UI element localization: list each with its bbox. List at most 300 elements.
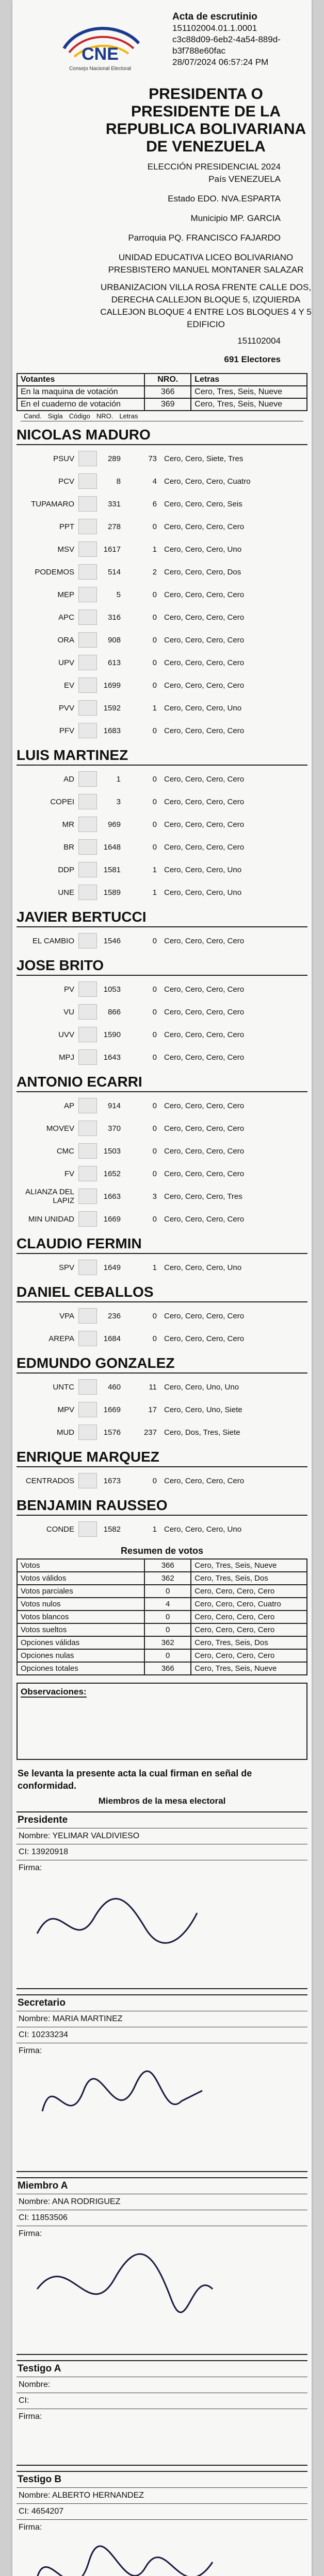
firma-label: Firma: bbox=[19, 1863, 42, 1872]
summary-label: Votos sueltos bbox=[17, 1623, 144, 1636]
party-votes: 0 bbox=[152, 1146, 157, 1156]
party-logo-icon bbox=[78, 1308, 97, 1324]
member-block bbox=[17, 2360, 307, 2466]
firma-label: Firma: bbox=[19, 2046, 42, 2055]
party-votes: 1 bbox=[152, 545, 157, 554]
party-votes-letters: Cero, Cero, Uno, Siete bbox=[164, 1405, 242, 1414]
party-sigla: COPEI bbox=[50, 797, 74, 806]
member-block bbox=[17, 2177, 307, 2355]
party-votes: 0 bbox=[152, 1007, 157, 1016]
votantes-row-nro: 366 bbox=[144, 386, 191, 398]
member-signature-area bbox=[17, 2409, 307, 2466]
party-votes: 237 bbox=[143, 1428, 157, 1437]
party-row bbox=[17, 813, 312, 836]
summary-label: Opciones nulas bbox=[17, 1649, 144, 1662]
party-code: 331 bbox=[107, 499, 121, 509]
party-code: 1669 bbox=[103, 1214, 121, 1224]
summary-label: Votos blancos bbox=[17, 1611, 144, 1623]
party-logo-icon bbox=[78, 1211, 97, 1227]
party-sigla: PVV bbox=[58, 703, 74, 713]
electores-count: 691 Electores bbox=[224, 354, 281, 364]
party-row bbox=[17, 1421, 312, 1444]
acta-code: 151102004.01.1.0001 bbox=[172, 23, 257, 33]
party-votes: 6 bbox=[152, 499, 157, 509]
party-votes-letters: Cero, Cero, Cero, Uno bbox=[164, 865, 242, 874]
party-logo-icon bbox=[78, 677, 97, 693]
party-logo-icon bbox=[78, 885, 97, 900]
member-name: Nombre: bbox=[17, 2377, 307, 2393]
party-row bbox=[17, 881, 312, 904]
firma-label: Firma: bbox=[19, 2523, 42, 2532]
votantes-row-nro: 369 bbox=[144, 398, 191, 411]
party-row bbox=[17, 1094, 312, 1117]
member-signature-area bbox=[17, 1860, 307, 1989]
party-votes: 1 bbox=[152, 888, 157, 897]
parroquia: Parroquia PQ. FRANCISCO FAJARDO bbox=[128, 233, 281, 243]
party-code: 914 bbox=[107, 1101, 121, 1110]
party-votes: 0 bbox=[152, 635, 157, 645]
party-sigla: MOVEV bbox=[46, 1124, 74, 1133]
party-logo-icon bbox=[78, 451, 97, 466]
candidates-list bbox=[12, 425, 312, 1540]
party-row bbox=[17, 1162, 312, 1185]
columns-legend bbox=[21, 411, 303, 421]
party-logo-icon bbox=[78, 1189, 97, 1204]
summary-title: Resumen de votos bbox=[120, 1546, 204, 1556]
member-block bbox=[17, 2471, 307, 2576]
party-votes: 0 bbox=[152, 774, 157, 784]
party-votes-letters: Cero, Cero, Cero, Uno bbox=[164, 703, 242, 713]
party-logo-icon bbox=[78, 862, 97, 877]
logo-text: CNE bbox=[82, 44, 119, 64]
summary-nro: 362 bbox=[144, 1572, 191, 1585]
party-row bbox=[17, 719, 312, 742]
member-role: Testigo A bbox=[17, 2361, 307, 2377]
party-sigla: MR bbox=[62, 820, 74, 829]
party-row bbox=[17, 583, 312, 606]
party-votes-letters: Cero, Cero, Uno, Uno bbox=[164, 1382, 239, 1392]
party-code: 1053 bbox=[103, 985, 121, 994]
party-votes-letters: Cero, Cero, Siete, Tres bbox=[164, 454, 244, 463]
party-votes-letters: Cero, Cero, Cero, Cero bbox=[164, 1476, 245, 1485]
party-logo-icon bbox=[78, 609, 97, 625]
party-code: 1643 bbox=[103, 1053, 121, 1062]
party-votes: 0 bbox=[152, 1030, 157, 1039]
party-code: 1669 bbox=[103, 1405, 121, 1414]
summary-row bbox=[17, 1649, 307, 1662]
party-logo-icon bbox=[78, 794, 97, 809]
party-votes: 1 bbox=[152, 865, 157, 874]
member-name: Nombre: ANA RODRIGUEZ bbox=[17, 2194, 307, 2210]
party-logo-icon bbox=[78, 933, 97, 948]
member-name: Nombre: ALBERTO HERNANDEZ bbox=[17, 2488, 307, 2504]
party-votes-letters: Cero, Cero, Cero, Cero bbox=[164, 635, 245, 645]
votantes-row-label: En el cuaderno de votación bbox=[17, 398, 144, 411]
member-signature-area bbox=[17, 2043, 307, 2172]
party-votes-letters: Cero, Cero, Cero, Uno bbox=[164, 1524, 242, 1534]
party-row bbox=[17, 674, 312, 697]
party-votes-letters: Cero, Cero, Cero, Cero bbox=[164, 1214, 245, 1224]
party-votes-letters: Cero, Cero, Cero, Cero bbox=[164, 842, 245, 852]
logo-subtitle: Consejo Nacional Electoral bbox=[69, 66, 132, 72]
party-votes-letters: Cero, Cero, Cero, Cero bbox=[164, 1030, 245, 1039]
party-logo-icon bbox=[78, 981, 97, 997]
party-sigla: EL CAMBIO bbox=[32, 936, 74, 945]
candidate-name: JOSE BRITO bbox=[17, 955, 307, 976]
party-sigla: CENTRADOS bbox=[25, 1476, 74, 1485]
party-row bbox=[17, 538, 312, 561]
member-ci: CI: bbox=[17, 2393, 307, 2409]
summary-row bbox=[17, 1623, 307, 1636]
party-votes-letters: Cero, Cero, Cero, Dos bbox=[164, 567, 241, 577]
party-votes-letters: Cero, Cero, Cero, Cero bbox=[164, 1311, 245, 1320]
candidate-name: DANIEL CEBALLOS bbox=[17, 1282, 307, 1302]
party-logo-icon bbox=[78, 473, 97, 489]
summary-nro: 366 bbox=[144, 1662, 191, 1675]
party-votes-letters: Cero, Cero, Cero, Cero bbox=[164, 658, 245, 667]
candidate-name: BENJAMIN RAUSSEO bbox=[17, 1495, 307, 1516]
party-votes-letters: Cero, Cero, Cero, Cero bbox=[164, 985, 245, 994]
party-votes-letters: Cero, Cero, Cero, Cero bbox=[164, 1124, 245, 1133]
party-sigla: MPV bbox=[57, 1405, 74, 1414]
summary-nro: 0 bbox=[144, 1611, 191, 1623]
party-votes: 0 bbox=[152, 658, 157, 667]
party-votes-letters: Cero, Cero, Cero, Cero bbox=[164, 1007, 245, 1016]
party-logo-icon bbox=[78, 771, 97, 787]
party-logo-icon bbox=[78, 496, 97, 512]
member-name: Nombre: MARIA MARTINEZ bbox=[17, 2011, 307, 2027]
party-code: 289 bbox=[107, 454, 121, 463]
conformity-text: Se levanta la presente acta la cual firman en señal de conformidad. bbox=[18, 1768, 252, 1791]
party-votes: 0 bbox=[152, 1476, 157, 1485]
votantes-table bbox=[17, 373, 307, 421]
party-sigla: MPJ bbox=[59, 1053, 74, 1062]
summary-nro: 0 bbox=[144, 1623, 191, 1636]
party-row bbox=[17, 1376, 312, 1398]
member-role: Presidente bbox=[17, 1812, 307, 1828]
party-code: 1699 bbox=[103, 681, 121, 690]
party-logo-icon bbox=[78, 817, 97, 832]
party-votes: 1 bbox=[152, 1524, 157, 1534]
col-nro: NRO. bbox=[96, 412, 114, 420]
summary-nro: 362 bbox=[144, 1636, 191, 1649]
page-title: PRESIDENTA O PRESIDENTE DE LA REPUBLICA BOLIVARIANA DE VENEZUELA bbox=[105, 86, 306, 155]
summary-row bbox=[17, 1598, 307, 1611]
member-signature-area bbox=[17, 2226, 307, 2355]
party-sigla: VU bbox=[63, 1007, 74, 1016]
party-code: 278 bbox=[107, 522, 121, 531]
party-code: 1617 bbox=[103, 545, 121, 554]
party-row bbox=[17, 1256, 312, 1279]
party-votes: 3 bbox=[152, 1192, 157, 1201]
party-votes: 0 bbox=[152, 1101, 157, 1110]
party-code: 1592 bbox=[103, 703, 121, 713]
candidate-name: EDMUNDO GONZALEZ bbox=[17, 1353, 307, 1374]
party-votes: 73 bbox=[148, 454, 157, 463]
party-row bbox=[17, 1518, 312, 1540]
party-votes: 0 bbox=[152, 936, 157, 945]
col-codigo: Código bbox=[69, 412, 90, 420]
party-sigla: PSUV bbox=[53, 454, 74, 463]
summary-label: Opciones válidas bbox=[17, 1636, 144, 1649]
party-row bbox=[17, 606, 312, 629]
party-row bbox=[17, 561, 312, 583]
summary-label: Opciones totales bbox=[17, 1662, 144, 1675]
party-row bbox=[17, 1185, 312, 1208]
party-code: 316 bbox=[107, 613, 121, 622]
party-sigla: CONDE bbox=[46, 1524, 74, 1534]
party-row bbox=[17, 978, 312, 1001]
summary-nro: 4 bbox=[144, 1598, 191, 1611]
party-votes-letters: Cero, Cero, Cero, Cero bbox=[164, 613, 245, 622]
party-votes: 0 bbox=[152, 681, 157, 690]
party-votes: 0 bbox=[152, 1169, 157, 1178]
party-code: 1648 bbox=[103, 842, 121, 852]
party-logo-icon bbox=[78, 587, 97, 602]
party-votes: 0 bbox=[152, 1311, 157, 1320]
party-logo-icon bbox=[78, 1402, 97, 1417]
summary-label: Votos nulos bbox=[17, 1598, 144, 1611]
party-votes-letters: Cero, Cero, Cero, Cero bbox=[164, 1101, 245, 1110]
candidate-name: CLAUDIO FERMIN bbox=[17, 1233, 307, 1254]
party-votes: 1 bbox=[152, 703, 157, 713]
letras-header: Letras bbox=[191, 374, 307, 386]
party-logo-icon bbox=[78, 1166, 97, 1181]
member-role: Miembro A bbox=[17, 2178, 307, 2194]
handwritten-signature-icon bbox=[27, 2238, 233, 2341]
observaciones-label: Observaciones: bbox=[21, 1687, 87, 1697]
summary-letras: Cero, Cero, Cero, Cero bbox=[191, 1611, 307, 1623]
party-votes-letters: Cero, Cero, Cero, Cero bbox=[164, 774, 245, 784]
party-votes: 0 bbox=[152, 797, 157, 806]
summary-letras: Cero, Tres, Seis, Nueve bbox=[191, 1662, 307, 1675]
candidate-name: LUIS MARTINEZ bbox=[17, 745, 307, 766]
party-logo-icon bbox=[78, 541, 97, 557]
party-logo-icon bbox=[78, 700, 97, 716]
party-logo-icon bbox=[78, 1143, 97, 1159]
party-logo-icon bbox=[78, 655, 97, 670]
party-votes-letters: Cero, Cero, Cero, Uno bbox=[164, 888, 242, 897]
pais: País VENEZUELA bbox=[208, 174, 281, 184]
candidate-name: JAVIER BERTUCCI bbox=[17, 907, 307, 927]
party-sigla: ALIANZA DEL LAPIZ bbox=[25, 1188, 74, 1205]
acta-timestamp: 28/07/2024 06:57:24 PM bbox=[172, 57, 269, 67]
party-votes-letters: Cero, Cero, Cero, Uno bbox=[164, 545, 242, 554]
candidate-name: ENRIQUE MARQUEZ bbox=[17, 1447, 307, 1467]
observaciones-box bbox=[17, 1683, 307, 1760]
member-block bbox=[17, 1811, 307, 1989]
estado: Estado EDO. NVA.ESPARTA bbox=[168, 194, 281, 204]
party-row bbox=[17, 1208, 312, 1230]
summary-label: Votos bbox=[17, 1559, 144, 1572]
party-votes-letters: Cero, Cero, Cero, Cero bbox=[164, 681, 245, 690]
party-sigla: VPA bbox=[59, 1311, 74, 1320]
center-code: 151102004 bbox=[237, 336, 281, 346]
party-code: 1649 bbox=[103, 1263, 121, 1272]
party-logo-icon bbox=[78, 723, 97, 738]
party-row bbox=[17, 1023, 312, 1046]
summary-label: Votos válidos bbox=[17, 1572, 144, 1585]
party-sigla: PV bbox=[63, 985, 74, 994]
party-code: 1684 bbox=[103, 1334, 121, 1343]
party-logo-icon bbox=[78, 1379, 97, 1395]
party-logo-icon bbox=[78, 1473, 97, 1488]
party-code: 1503 bbox=[103, 1146, 121, 1156]
party-row bbox=[17, 651, 312, 674]
summary-letras: Cero, Cero, Cero, Cuatro bbox=[191, 1598, 307, 1611]
firma-label: Firma: bbox=[19, 2412, 42, 2421]
election-name: ELECCIÓN PRESIDENCIAL 2024 bbox=[147, 162, 281, 172]
votantes-row-label: En la maquina de votación bbox=[17, 386, 144, 398]
party-logo-icon bbox=[78, 632, 97, 648]
party-votes-letters: Cero, Cero, Cero, Tres bbox=[164, 1192, 242, 1201]
col-letras: Letras bbox=[119, 412, 138, 420]
party-code: 1590 bbox=[103, 1030, 121, 1039]
party-votes: 0 bbox=[152, 613, 157, 622]
summary-row bbox=[17, 1559, 307, 1572]
party-sigla: PCV bbox=[58, 477, 74, 486]
party-sigla: MUD bbox=[56, 1428, 74, 1437]
party-sigla: UNE bbox=[58, 888, 74, 897]
members-list bbox=[12, 1811, 312, 2576]
party-votes: 0 bbox=[152, 522, 157, 531]
party-row bbox=[17, 1469, 312, 1492]
party-code: 3 bbox=[116, 797, 121, 806]
member-name: Nombre: YELIMAR VALDIVIESO bbox=[17, 1828, 307, 1844]
members-title: Miembros de la mesa electoral bbox=[98, 1796, 226, 1806]
party-votes-letters: Cero, Cero, Cero, Cero bbox=[164, 726, 245, 735]
center-name: UNIDAD EDUCATIVA LICEO BOLIVARIANO PRESBISTERO MANUEL MONTANER SALAZAR bbox=[108, 252, 304, 275]
party-sigla: UVV bbox=[58, 1030, 74, 1039]
party-code: 969 bbox=[107, 820, 121, 829]
party-row bbox=[17, 1327, 312, 1350]
party-votes: 0 bbox=[152, 1214, 157, 1224]
summary-letras: Cero, Cero, Cero, Cero bbox=[191, 1585, 307, 1598]
party-sigla: FV bbox=[64, 1169, 74, 1178]
party-code: 370 bbox=[107, 1124, 121, 1133]
party-votes: 0 bbox=[152, 726, 157, 735]
summary-letras: Cero, Tres, Seis, Dos bbox=[191, 1636, 307, 1649]
party-logo-icon bbox=[78, 564, 97, 580]
party-sigla: PPT bbox=[59, 522, 74, 531]
party-sigla: PODEMOS bbox=[35, 567, 74, 577]
header bbox=[12, 5, 312, 82]
party-votes: 0 bbox=[152, 590, 157, 599]
party-votes-letters: Cero, Cero, Cero, Seis bbox=[164, 499, 242, 509]
party-votes: 11 bbox=[149, 1382, 157, 1392]
party-sigla: ORA bbox=[57, 635, 74, 645]
party-sigla: APC bbox=[58, 613, 74, 622]
party-code: 613 bbox=[107, 658, 121, 667]
member-signature-area bbox=[17, 2520, 307, 2576]
party-row bbox=[17, 1140, 312, 1162]
party-sigla: TUPAMARO bbox=[31, 499, 74, 509]
party-row bbox=[17, 1398, 312, 1421]
party-logo-icon bbox=[78, 1425, 97, 1440]
party-code: 1546 bbox=[103, 936, 121, 945]
party-votes-letters: Cero, Dos, Tres, Siete bbox=[164, 1428, 240, 1437]
party-code: 1589 bbox=[103, 888, 121, 897]
party-row bbox=[17, 836, 312, 858]
party-sigla: UPV bbox=[58, 658, 74, 667]
member-block bbox=[17, 1994, 307, 2172]
votantes-header: Votantes bbox=[17, 374, 144, 386]
party-votes-letters: Cero, Cero, Cero, Cero bbox=[164, 797, 245, 806]
party-row bbox=[17, 697, 312, 719]
party-code: 1683 bbox=[103, 726, 121, 735]
party-row bbox=[17, 447, 312, 470]
party-votes-letters: Cero, Cero, Cero, Cero bbox=[164, 1334, 245, 1343]
party-row bbox=[17, 768, 312, 790]
member-ci: CI: 11853506 bbox=[17, 2210, 307, 2226]
party-row bbox=[17, 1304, 312, 1327]
party-row bbox=[17, 515, 312, 538]
party-votes: 0 bbox=[152, 1124, 157, 1133]
summary-row bbox=[17, 1636, 307, 1649]
party-votes: 17 bbox=[148, 1405, 157, 1414]
party-logo-icon bbox=[78, 1098, 97, 1113]
party-votes-letters: Cero, Cero, Cero, Cero bbox=[164, 1169, 245, 1178]
party-votes-letters: Cero, Cero, Cero, Cuatro bbox=[164, 477, 251, 486]
party-sigla: UNTC bbox=[53, 1382, 74, 1392]
party-votes: 1 bbox=[152, 1263, 157, 1272]
acta-header bbox=[172, 11, 301, 68]
party-row bbox=[17, 858, 312, 881]
col-sigla: Sigla bbox=[47, 412, 63, 420]
summary-row bbox=[17, 1662, 307, 1675]
party-code: 236 bbox=[107, 1311, 121, 1320]
handwritten-signature-icon bbox=[27, 2055, 233, 2158]
col-cand: Cand. bbox=[24, 412, 42, 420]
firma-label: Firma: bbox=[19, 2229, 42, 2238]
summary-letras: Cero, Tres, Seis, Nueve bbox=[191, 1559, 307, 1572]
party-votes: 0 bbox=[152, 1053, 157, 1062]
party-row bbox=[17, 629, 312, 651]
party-sigla: BR bbox=[63, 842, 74, 852]
party-row bbox=[17, 929, 312, 952]
party-code: 1673 bbox=[103, 1476, 121, 1485]
party-code: 460 bbox=[107, 1382, 121, 1392]
party-row bbox=[17, 790, 312, 813]
party-votes: 2 bbox=[152, 567, 157, 577]
party-votes-letters: Cero, Cero, Cero, Cero bbox=[164, 522, 245, 531]
summary-label: Votos parciales bbox=[17, 1585, 144, 1598]
party-row bbox=[17, 1046, 312, 1069]
party-sigla: MSV bbox=[57, 545, 74, 554]
party-sigla: AP bbox=[63, 1101, 74, 1110]
party-row bbox=[17, 493, 312, 515]
party-logo-icon bbox=[78, 1004, 97, 1020]
votantes-row-letras: Cero, Tres, Seis, Nueve bbox=[191, 398, 307, 411]
member-role: Testigo B bbox=[17, 2472, 307, 2488]
summary-table bbox=[17, 1558, 307, 1675]
party-logo-icon bbox=[78, 1027, 97, 1042]
party-logo-icon bbox=[78, 1521, 97, 1537]
party-sigla: DDP bbox=[58, 865, 74, 874]
nro-header: NRO. bbox=[144, 374, 191, 386]
member-role: Secretario bbox=[17, 1995, 307, 2011]
summary-nro: 0 bbox=[144, 1649, 191, 1662]
party-logo-icon bbox=[78, 1121, 97, 1136]
party-logo-icon bbox=[78, 1049, 97, 1065]
party-code: 8 bbox=[116, 477, 121, 486]
party-code: 1581 bbox=[103, 865, 121, 874]
acta-title: Acta de escrutinio bbox=[172, 11, 257, 22]
party-sigla: CMC bbox=[56, 1146, 74, 1156]
handwritten-signature-icon bbox=[27, 2531, 233, 2576]
votantes-row-letras: Cero, Tres, Seis, Nueve bbox=[191, 386, 307, 398]
party-logo-icon bbox=[78, 519, 97, 534]
